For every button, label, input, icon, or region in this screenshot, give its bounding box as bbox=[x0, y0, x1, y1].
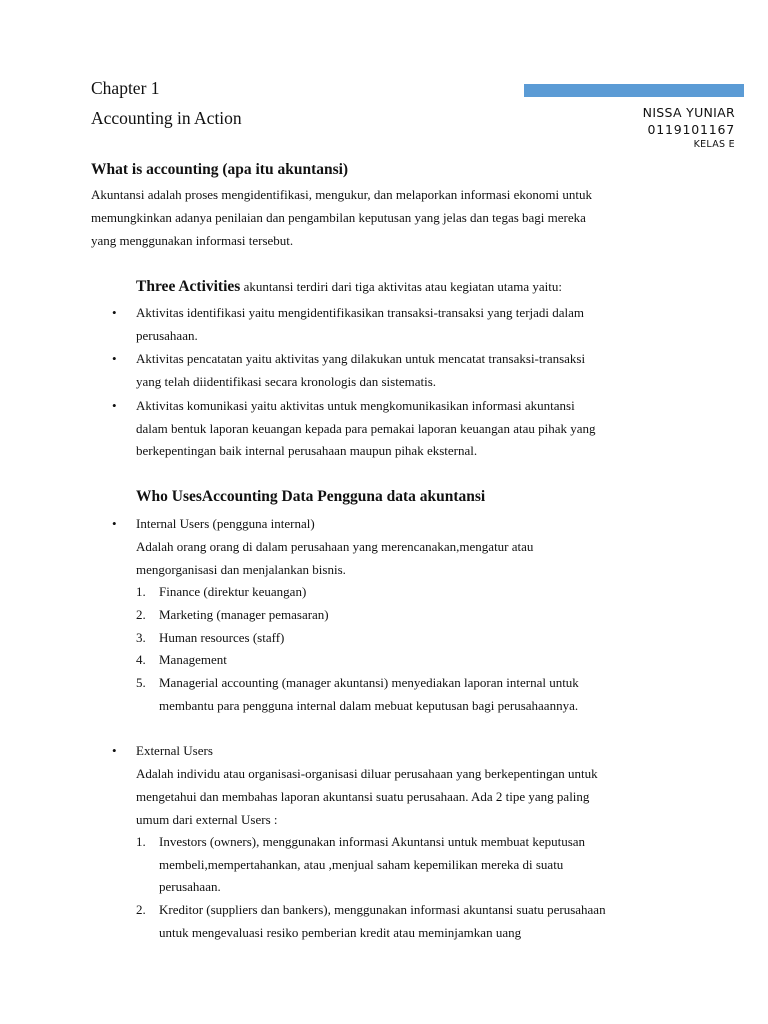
paragraph-line: yang menggunakan informasi tersebut. bbox=[91, 233, 294, 248]
chapter-title: Chapter 1 bbox=[91, 78, 160, 98]
paragraph-line: umum dari external Users : bbox=[136, 812, 278, 827]
numbered-item-line: perusahaan. bbox=[159, 879, 221, 894]
internal-users-title: Internal Users (pengguna internal) bbox=[136, 516, 315, 531]
accent-bar bbox=[524, 84, 744, 97]
list-item-line: Aktivitas pencatatan yaitu aktivitas yang dilakukan untuk mencatat transaksi-transaksi bbox=[136, 351, 586, 366]
numbered-item-line: Finance (direktur keuangan) bbox=[159, 584, 307, 599]
bullet-icon: • bbox=[112, 305, 117, 320]
numbered-item-line: Management bbox=[159, 652, 227, 667]
numbered-item-line: Investors (owners), menggunakan informasi Akuntansi untuk membuat keputusan bbox=[159, 834, 586, 849]
bullet-icon: • bbox=[112, 351, 117, 366]
paragraph-line: mengorganisasi dan menjalankan bisnis. bbox=[136, 562, 346, 577]
list-number: 2. bbox=[136, 607, 146, 622]
heading-bold-part: Three Activities bbox=[136, 278, 241, 295]
section-heading-what-is-accounting: What is accounting (apa itu akuntansi) bbox=[91, 161, 349, 178]
section-heading-three-activities bbox=[136, 278, 562, 296]
list-item-line: Aktivitas komunikasi yaitu aktivitas untuk mengkomunikasikan informasi akuntansi bbox=[136, 398, 575, 413]
numbered-item-line: untuk mengevaluasi resiko pemberian kredit atau meminjamkan uang bbox=[159, 925, 522, 940]
paragraph-line: Adalah individu atau organisasi-organisasi diluar perusahaan yang berkepentingan untuk bbox=[136, 766, 598, 781]
list-item-line: Aktivitas identifikasi yaitu mengidentifikasikan transaksi-transaksi yang terjadi dalam bbox=[136, 305, 585, 320]
external-users-title: External Users bbox=[136, 743, 213, 758]
bullet-icon: • bbox=[112, 398, 117, 413]
paragraph-line: Adalah orang orang di dalam perusahaan yang merencanakan,mengatur atau bbox=[136, 539, 534, 554]
numbered-item-line: membeli,mempertahankan, atau ,menjual saham kepemilikan mereka di suatu bbox=[159, 857, 564, 872]
list-number: 1. bbox=[136, 834, 146, 849]
list-item-line: dalam bentuk laporan keuangan kepada para pemakai laporan keuangan atau pihak yang bbox=[136, 421, 596, 436]
numbered-item-line: Human resources (staff) bbox=[159, 630, 285, 645]
list-number: 1. bbox=[136, 584, 146, 599]
author-id: 0119101167 bbox=[647, 122, 735, 137]
heading-rest: akuntansi terdiri dari tiga aktivitas atau kegiatan utama yaitu: bbox=[240, 279, 562, 294]
author-class: KELAS E bbox=[693, 139, 735, 150]
bullet-icon: • bbox=[112, 743, 117, 758]
list-number: 2. bbox=[136, 902, 146, 917]
list-number: 3. bbox=[136, 630, 146, 645]
numbered-item-line: Marketing (manager pemasaran) bbox=[159, 607, 329, 622]
section-heading-who-uses: Who UsesAccounting Data Pengguna data akuntansi bbox=[136, 488, 486, 505]
chapter-subtitle: Accounting in Action bbox=[91, 108, 242, 128]
paragraph-line: mengetahui dan membahas laporan akuntansi suatu perusahaan. Ada 2 tipe yang paling bbox=[136, 789, 590, 804]
list-number: 5. bbox=[136, 675, 146, 690]
numbered-item-line: Managerial accounting (manager akuntansi) menyediakan laporan internal untuk bbox=[159, 675, 579, 690]
bullet-icon: • bbox=[112, 516, 117, 531]
numbered-item-line: Kreditor (suppliers dan bankers), menggunakan informasi akuntansi suatu perusahaan bbox=[159, 902, 606, 917]
list-number: 4. bbox=[136, 652, 146, 667]
list-item-line: berkepentingan baik internal perusahaan maupun pihak eksternal. bbox=[136, 443, 478, 458]
list-item-line: perusahaan. bbox=[136, 328, 198, 343]
author-name: NISSA YUNIAR bbox=[642, 105, 735, 120]
numbered-item-line: membantu para pengguna internal dalam mebuat keputusan bagi perusahaannya. bbox=[159, 698, 579, 713]
list-item-line: yang telah diidentifikasi secara kronologis dan sistematis. bbox=[136, 374, 437, 389]
paragraph-line: Akuntansi adalah proses mengidentifikasi, mengukur, dan melaporkan informasi ekonomi untuk bbox=[91, 187, 592, 202]
paragraph-line: memungkinkan adanya penilaian dan pengambilan keputusan yang jelas dan tegas bagi mereka bbox=[91, 210, 586, 225]
